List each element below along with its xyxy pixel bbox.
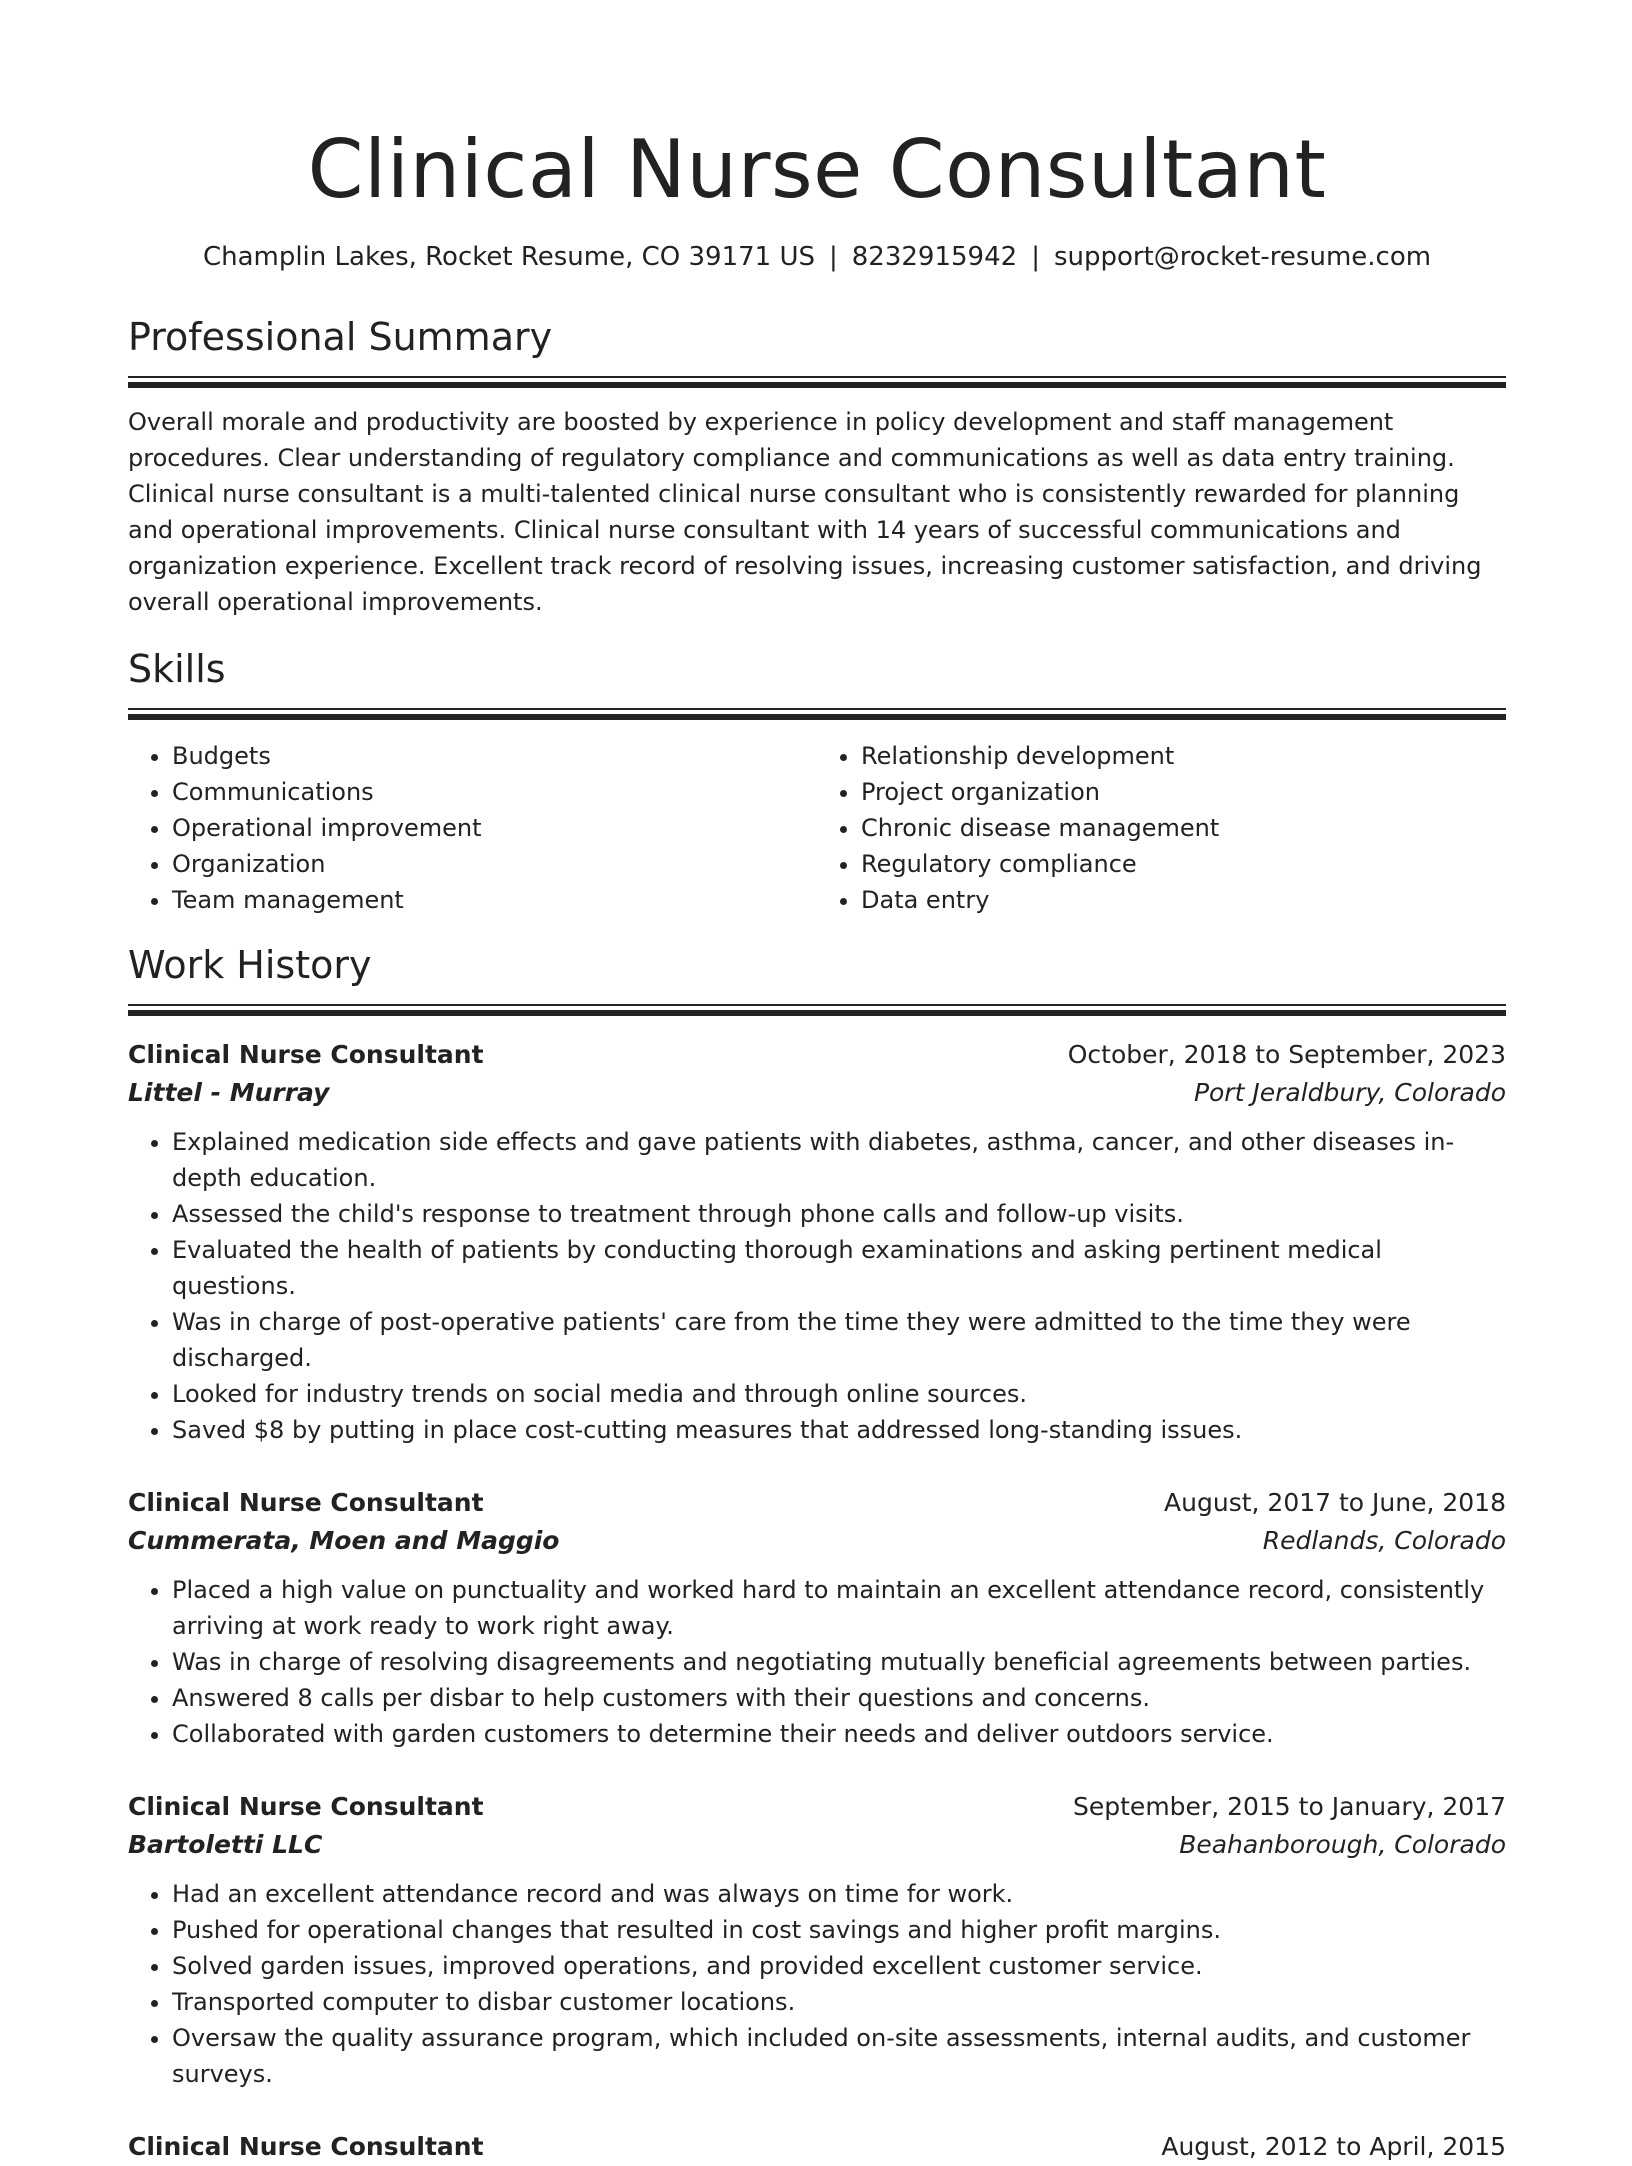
contact-email: support@rocket-resume.com <box>1053 242 1432 272</box>
section-divider <box>128 376 1506 390</box>
job-company: Bartoletti LLC <box>128 1830 323 1859</box>
work-history-heading: Work History <box>128 943 372 987</box>
job-subheader <box>128 1074 1506 1112</box>
job-header <box>128 1788 1506 1826</box>
job-bullet: • Looked for industry trends on social media and through online sources. <box>172 1376 1506 1412</box>
job-entry <box>128 2128 1506 2166</box>
contact-separator: | <box>829 242 838 272</box>
skill-item: • Communications <box>172 774 817 810</box>
job-bullet: • Assessed the child's response to treatment through phone calls and follow-up visits. <box>172 1196 1506 1232</box>
summary-heading: Professional Summary <box>128 315 553 359</box>
skill-item: • Organization <box>172 846 817 882</box>
section-divider <box>128 1004 1506 1018</box>
skills-columns <box>128 738 1506 918</box>
job-header <box>128 1036 1506 1074</box>
skills-list-right <box>817 738 1506 918</box>
contact-address: Champlin Lakes, Rocket Resume, CO 39171 US <box>202 242 815 272</box>
job-entry <box>128 1036 1506 1448</box>
skill-item: • Relationship development <box>861 738 1506 774</box>
job-company: Cummerata, Moen and Maggio <box>128 1526 560 1555</box>
job-location: Redlands, Colorado <box>1262 1526 1506 1555</box>
contact-separator: | <box>1031 242 1040 272</box>
summary-text: Overall morale and productivity are boosted by experience in policy development and staff management procedures. Clear understanding of regulatory compliance and communications as well as data entry training. Clinical nurse consultant is a multi-talented clinical nurse consultant who is consistently rewarded for planning and operational improvements. Clinical nurse consultant with 14 years of successful communications and organization experience. Excellent track record of resolving issues, increasing customer satisfaction, and driving overall operational improvements. <box>128 408 1482 616</box>
job-bullet: • Placed a high value on punctuality and worked hard to maintain an excellent attendance record, consistently arriving at work ready to work right away. <box>172 1572 1506 1644</box>
job-bullet: • Solved garden issues, improved operations, and provided excellent customer service. <box>172 1948 1506 1984</box>
skill-item: • Chronic disease management <box>861 810 1506 846</box>
job-location: Beahanborough, Colorado <box>1179 1830 1506 1859</box>
job-dates: October, 2018 to September, 2023 <box>1067 1040 1506 1069</box>
job-subheader <box>128 1826 1506 1864</box>
skill-item: • Project organization <box>861 774 1506 810</box>
job-title: Clinical Nurse Consultant <box>128 1792 484 1821</box>
job-location: Port Jeraldbury, Colorado <box>1193 1078 1506 1107</box>
job-dates: September, 2015 to January, 2017 <box>1073 1792 1506 1821</box>
job-bullet: • Evaluated the health of patients by conducting thorough examinations and asking pertinent medical questions. <box>172 1232 1506 1304</box>
job-bullet: • Had an excellent attendance record and was always on time for work. <box>172 1876 1506 1912</box>
summary-section <box>128 312 1506 620</box>
job-entry <box>128 1788 1506 2092</box>
job-title: Clinical Nurse Consultant <box>128 1488 484 1517</box>
job-title: Clinical Nurse Consultant <box>128 2132 484 2161</box>
skill-item: • Budgets <box>172 738 817 774</box>
job-entry <box>128 1484 1506 1752</box>
skill-item: • Team management <box>172 882 817 918</box>
job-bullet: • Was in charge of resolving disagreements and negotiating mutually beneficial agreements between parties. <box>172 1644 1506 1680</box>
skills-section <box>128 644 1506 918</box>
job-header <box>128 2128 1506 2166</box>
job-bullet: • Pushed for operational changes that resulted in cost savings and higher profit margins. <box>172 1912 1506 1948</box>
job-subheader <box>128 1522 1506 1560</box>
job-bullet: • Oversaw the quality assurance program, which included on-site assessments, internal audits, and customer surveys. <box>172 2020 1506 2092</box>
section-divider <box>128 708 1506 722</box>
job-bullet: • Answered 8 calls per disbar to help customers with their questions and concerns. <box>172 1680 1506 1716</box>
job-bullet: • Collaborated with garden customers to determine their needs and deliver outdoors service. <box>172 1716 1506 1752</box>
job-bullets <box>128 1876 1506 2092</box>
job-bullet: • Transported computer to disbar customer locations. <box>172 1984 1506 2020</box>
work-history-section <box>128 940 1506 2166</box>
job-company: Littel - Murray <box>128 1078 330 1107</box>
job-bullets <box>128 1572 1506 1752</box>
job-header <box>128 1484 1506 1522</box>
skills-heading: Skills <box>128 647 226 691</box>
job-title: Clinical Nurse Consultant <box>128 1040 484 1069</box>
skill-item: • Data entry <box>861 882 1506 918</box>
contact-phone: 8232915942 <box>851 242 1018 272</box>
contact-line <box>128 240 1506 274</box>
job-bullet: • Was in charge of post-operative patients' care from the time they were admitted to the time they were discharged. <box>172 1304 1506 1376</box>
job-dates: August, 2017 to June, 2018 <box>1164 1488 1506 1517</box>
job-bullet: • Saved $8 by putting in place cost-cutting measures that addressed long-standing issues. <box>172 1412 1506 1448</box>
skills-list-left <box>128 738 817 918</box>
job-bullets <box>128 1124 1506 1448</box>
job-bullet: • Explained medication side effects and gave patients with diabetes, asthma, cancer, and other diseases in-depth education. <box>172 1124 1506 1196</box>
resume-title: Clinical Nurse Consultant <box>307 123 1327 216</box>
job-dates: August, 2012 to April, 2015 <box>1161 2132 1506 2161</box>
skill-item: • Regulatory compliance <box>861 846 1506 882</box>
skill-item: • Operational improvement <box>172 810 817 846</box>
